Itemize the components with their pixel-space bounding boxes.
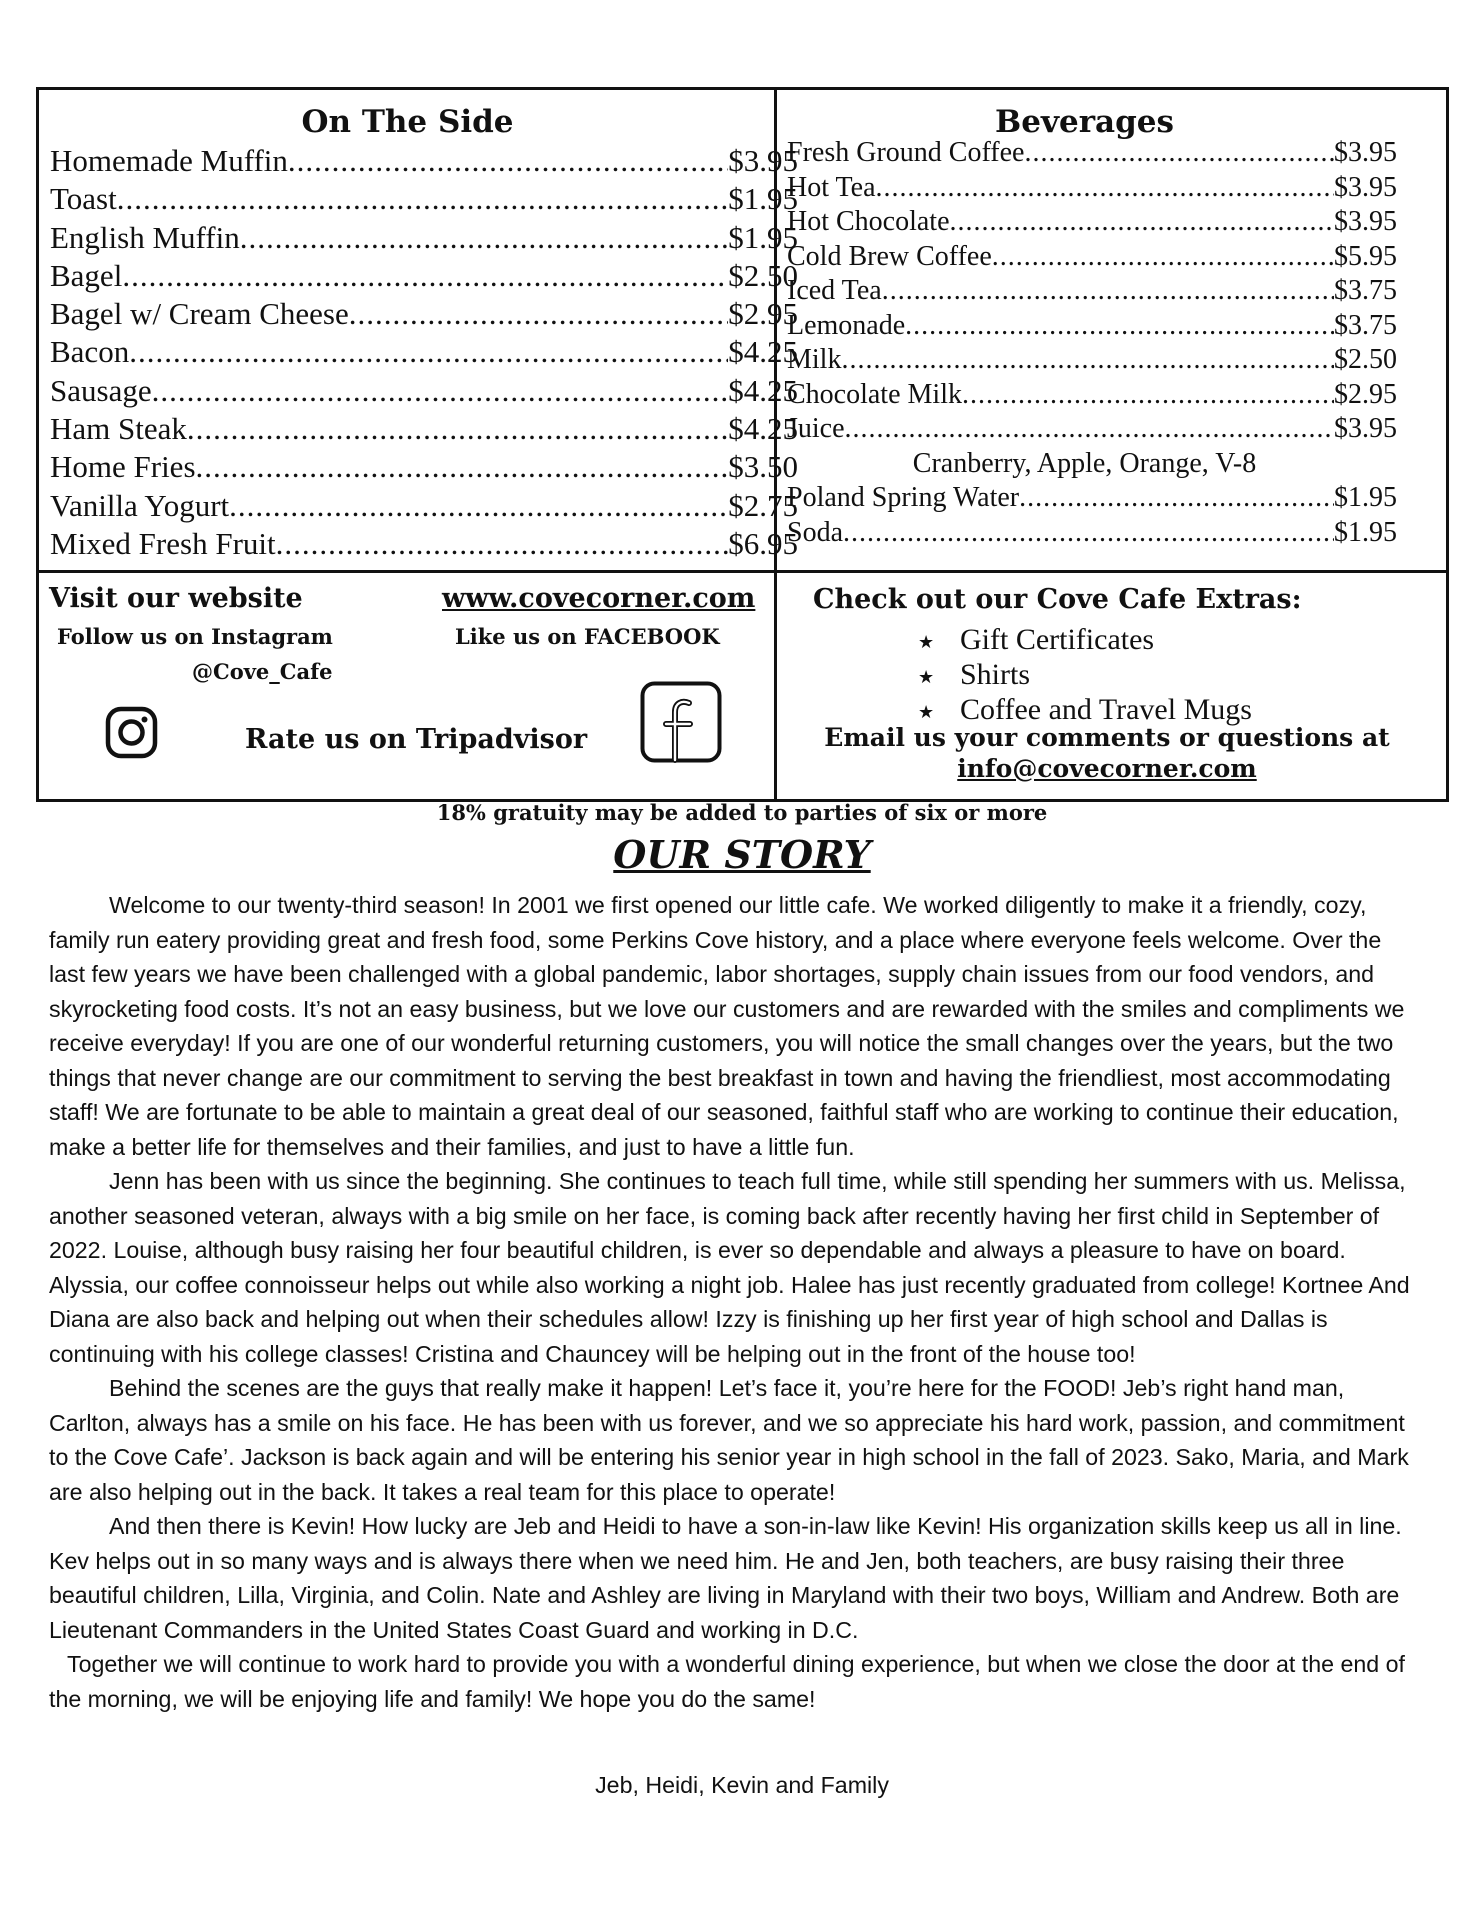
menu-item — [50, 219, 798, 257]
item-price: $2.95 — [728, 296, 798, 332]
item-name: Hot Chocolate — [787, 206, 950, 237]
item-price: $3.75 — [1334, 309, 1397, 341]
menu-item — [787, 481, 1397, 516]
item-name: Hot Tea — [787, 171, 876, 203]
menu-item — [787, 136, 1397, 171]
on-the-side-title: On The Side — [301, 104, 514, 140]
item-name: English Muffin — [50, 219, 240, 255]
item-price: $1.95 — [728, 181, 798, 217]
item-price: $3.50 — [728, 449, 798, 485]
facebook-icon[interactable] — [640, 681, 722, 763]
menu-item — [50, 410, 798, 448]
menu-item — [50, 487, 798, 525]
instagram-icon[interactable] — [105, 706, 158, 759]
on-the-side-section — [50, 90, 798, 563]
item-name: Bagel w/ Cream Cheese — [50, 296, 349, 332]
item-price: $1.95 — [1334, 482, 1397, 513]
item-price: $2.75 — [728, 487, 798, 523]
item-price: $4.25 — [728, 372, 798, 408]
menu-item — [50, 372, 798, 410]
item-name: Homemade Muffin — [50, 143, 288, 178]
menu-item — [787, 205, 1397, 240]
extras-title: Check out our Cove Cafe Extras: — [813, 584, 1302, 615]
menu-item — [787, 378, 1397, 413]
extras-item: ★ Shirts — [918, 657, 1252, 692]
menu-item — [50, 333, 798, 371]
facebook-label: Like us on FACEBOOK — [455, 624, 720, 649]
menu-item — [787, 516, 1397, 551]
story-paragraph: Together we will continue to work hard to provide you with a wonderful dining experience, but when we close the door at the end of the morning, we will be enjoying life and family! We hope you do the same! — [49, 1651, 1405, 1712]
item-name: Soda — [787, 516, 843, 548]
beverages-list — [787, 136, 1427, 550]
item-price: $2.50 — [1334, 344, 1397, 375]
visit-website-label: Visit our website — [49, 583, 303, 614]
item-name: Fresh Ground Coffee — [787, 137, 1025, 168]
menu-item — [787, 412, 1397, 447]
menu-item — [787, 309, 1397, 344]
item-price: $2.50 — [728, 257, 798, 293]
item-name: Home Fries — [50, 449, 196, 485]
row-divider — [39, 570, 1446, 573]
item-name: Chocolate Milk — [787, 378, 962, 410]
item-name: Mixed Fresh Fruit — [50, 525, 276, 561]
item-price: $2.95 — [1334, 378, 1397, 410]
item-price: $5.95 — [1334, 240, 1397, 272]
website-link[interactable]: www.covecorner.com — [442, 583, 756, 614]
menu-item — [787, 274, 1397, 309]
item-price: $3.95 — [1334, 413, 1397, 444]
tripadvisor-label: Rate us on Tripadvisor — [245, 724, 588, 755]
story-title: OUR STORY — [613, 832, 871, 877]
star-icon: ★ — [918, 631, 935, 652]
item-price: $6.95 — [728, 525, 798, 561]
menu-item — [787, 171, 1397, 206]
item-name: Bacon — [50, 334, 130, 370]
item-price: $3.95 — [1334, 206, 1397, 237]
email-link[interactable]: info@covecorner.com — [957, 754, 1257, 783]
menu-item — [50, 448, 798, 486]
extras-item: ★ Gift Certificates — [918, 622, 1252, 657]
item-price: $3.75 — [1334, 275, 1397, 306]
item-price: $1.95 — [728, 219, 798, 255]
item-name: Bagel — [50, 257, 123, 293]
item-price: $4.25 — [728, 334, 798, 370]
menu-item — [50, 257, 798, 295]
menu-item — [787, 343, 1397, 378]
item-name: Iced Tea — [787, 275, 882, 306]
item-price: $3.95 — [728, 143, 798, 178]
story-body — [49, 888, 1419, 1716]
menu-item — [787, 240, 1397, 275]
item-name: Ham Steak — [50, 411, 187, 447]
item-name: Toast — [50, 181, 117, 217]
item-name: Poland Spring Water — [787, 482, 1020, 513]
item-price: $4.25 — [728, 411, 798, 447]
star-icon: ★ — [918, 701, 935, 722]
gratuity-note: 18% gratuity may be added to parties of six or more — [436, 800, 1048, 825]
extras-item: ★ Coffee and Travel Mugs — [918, 692, 1252, 727]
instagram-label: Follow us on Instagram — [57, 624, 333, 649]
email-label: Email us your comments or questions at — [824, 723, 1390, 752]
on-the-side-list — [50, 142, 798, 563]
extras-list — [918, 622, 1252, 727]
item-price: $3.95 — [1334, 171, 1397, 203]
item-name: Milk — [787, 344, 842, 375]
item-name: Juice — [787, 413, 845, 444]
item-name: Cold Brew Coffee — [787, 240, 992, 272]
star-icon: ★ — [918, 666, 935, 687]
menu-item — [50, 180, 798, 218]
story-paragraph: Behind the scenes are the guys that really make it happen! Let’s face it, you’re here for the FOOD! Jeb’s right hand man, Carlton, always has a smile on his face. He has been with us forever, and we so appreciate his hard work, passion, and commitment to the Cove Cafe’. Jackson is back again and will be entering his senior year in high school in the fall of 2023. Sako, Maria, and Mark are also helping out in the back. It takes a real team for this place to operate! — [49, 1375, 1409, 1505]
item-price: $3.95 — [1334, 137, 1397, 168]
instagram-handle[interactable]: @Cove_Cafe — [192, 659, 333, 684]
item-price: $1.95 — [1334, 516, 1397, 548]
item-name: Sausage — [50, 372, 152, 408]
juice-flavors-note: Cranberry, Apple, Orange, V-8 — [912, 447, 1257, 479]
item-name: Vanilla Yogurt — [50, 487, 230, 523]
beverages-title: Beverages — [995, 104, 1174, 140]
menu-item — [50, 525, 798, 563]
story-paragraph: Jenn has been with us since the beginning. She continues to teach full time, while still spending her summers with us. Melissa, another seasoned veteran, always with a big smile on her face, is coming back after recently having her first child in September of 2022. Louise, although busy raising her four beautiful children, is ever so dependable and always a pleasure to have on board. Alyssia, our coffee connoisseur helps out while also working a night job. Halee has just recently graduated from college! Kortnee And Diana are also back and helping out when their schedules allow! Izzy is finishing up her first year of high school and Dallas is continuing with his college classes! Cristina and Chauncey will be helping out in the front of the house too! — [49, 1168, 1410, 1367]
beverages-section — [787, 90, 1427, 550]
item-name: Lemonade — [787, 309, 906, 341]
menu-item — [50, 142, 798, 180]
signature: Jeb, Heidi, Kevin and Family — [595, 1772, 889, 1798]
story-paragraph: And then there is Kevin! How lucky are Jeb and Heidi to have a son-in-law like Kevin! His organization skills keep us all in line. Kev helps out in so many ways and is always there when we need him. He and Jen, both teachers, are busy raising their three beautiful children, Lilla, Virginia, and Colin. Nate and Ashley are living in Maryland with their two boys, William and Andrew. Both are Lieutenant Commanders in the United States Coast Guard and working in D.C. — [49, 1513, 1402, 1643]
menu-item — [50, 295, 798, 333]
story-paragraph: Welcome to our twenty-third season! In 2001 we first opened our little cafe. We worked diligently to make it a friendly, cozy, family run eatery providing great and fresh food, some Perkins Cove history, and a place where everyone feels welcome. Over the last few years we have been challenged with a global pandemic, labor shortages, supply chain issues from our food vendors, and skyrocketing food costs. It’s not an easy business, but we love our customers and are rewarded with the smiles and compliments we receive everyday! If you are one of our wonderful returning customers, you will notice the small changes over the years, but the two things that never change are our commitment to serving the best breakfast in town and having the friendliest, most accommodating staff! We are fortunate to be able to maintain a great deal of our seasoned, faithful staff who are working to continue their education, make a better life for themselves and their families, and just to have a little fun. — [49, 892, 1405, 1160]
